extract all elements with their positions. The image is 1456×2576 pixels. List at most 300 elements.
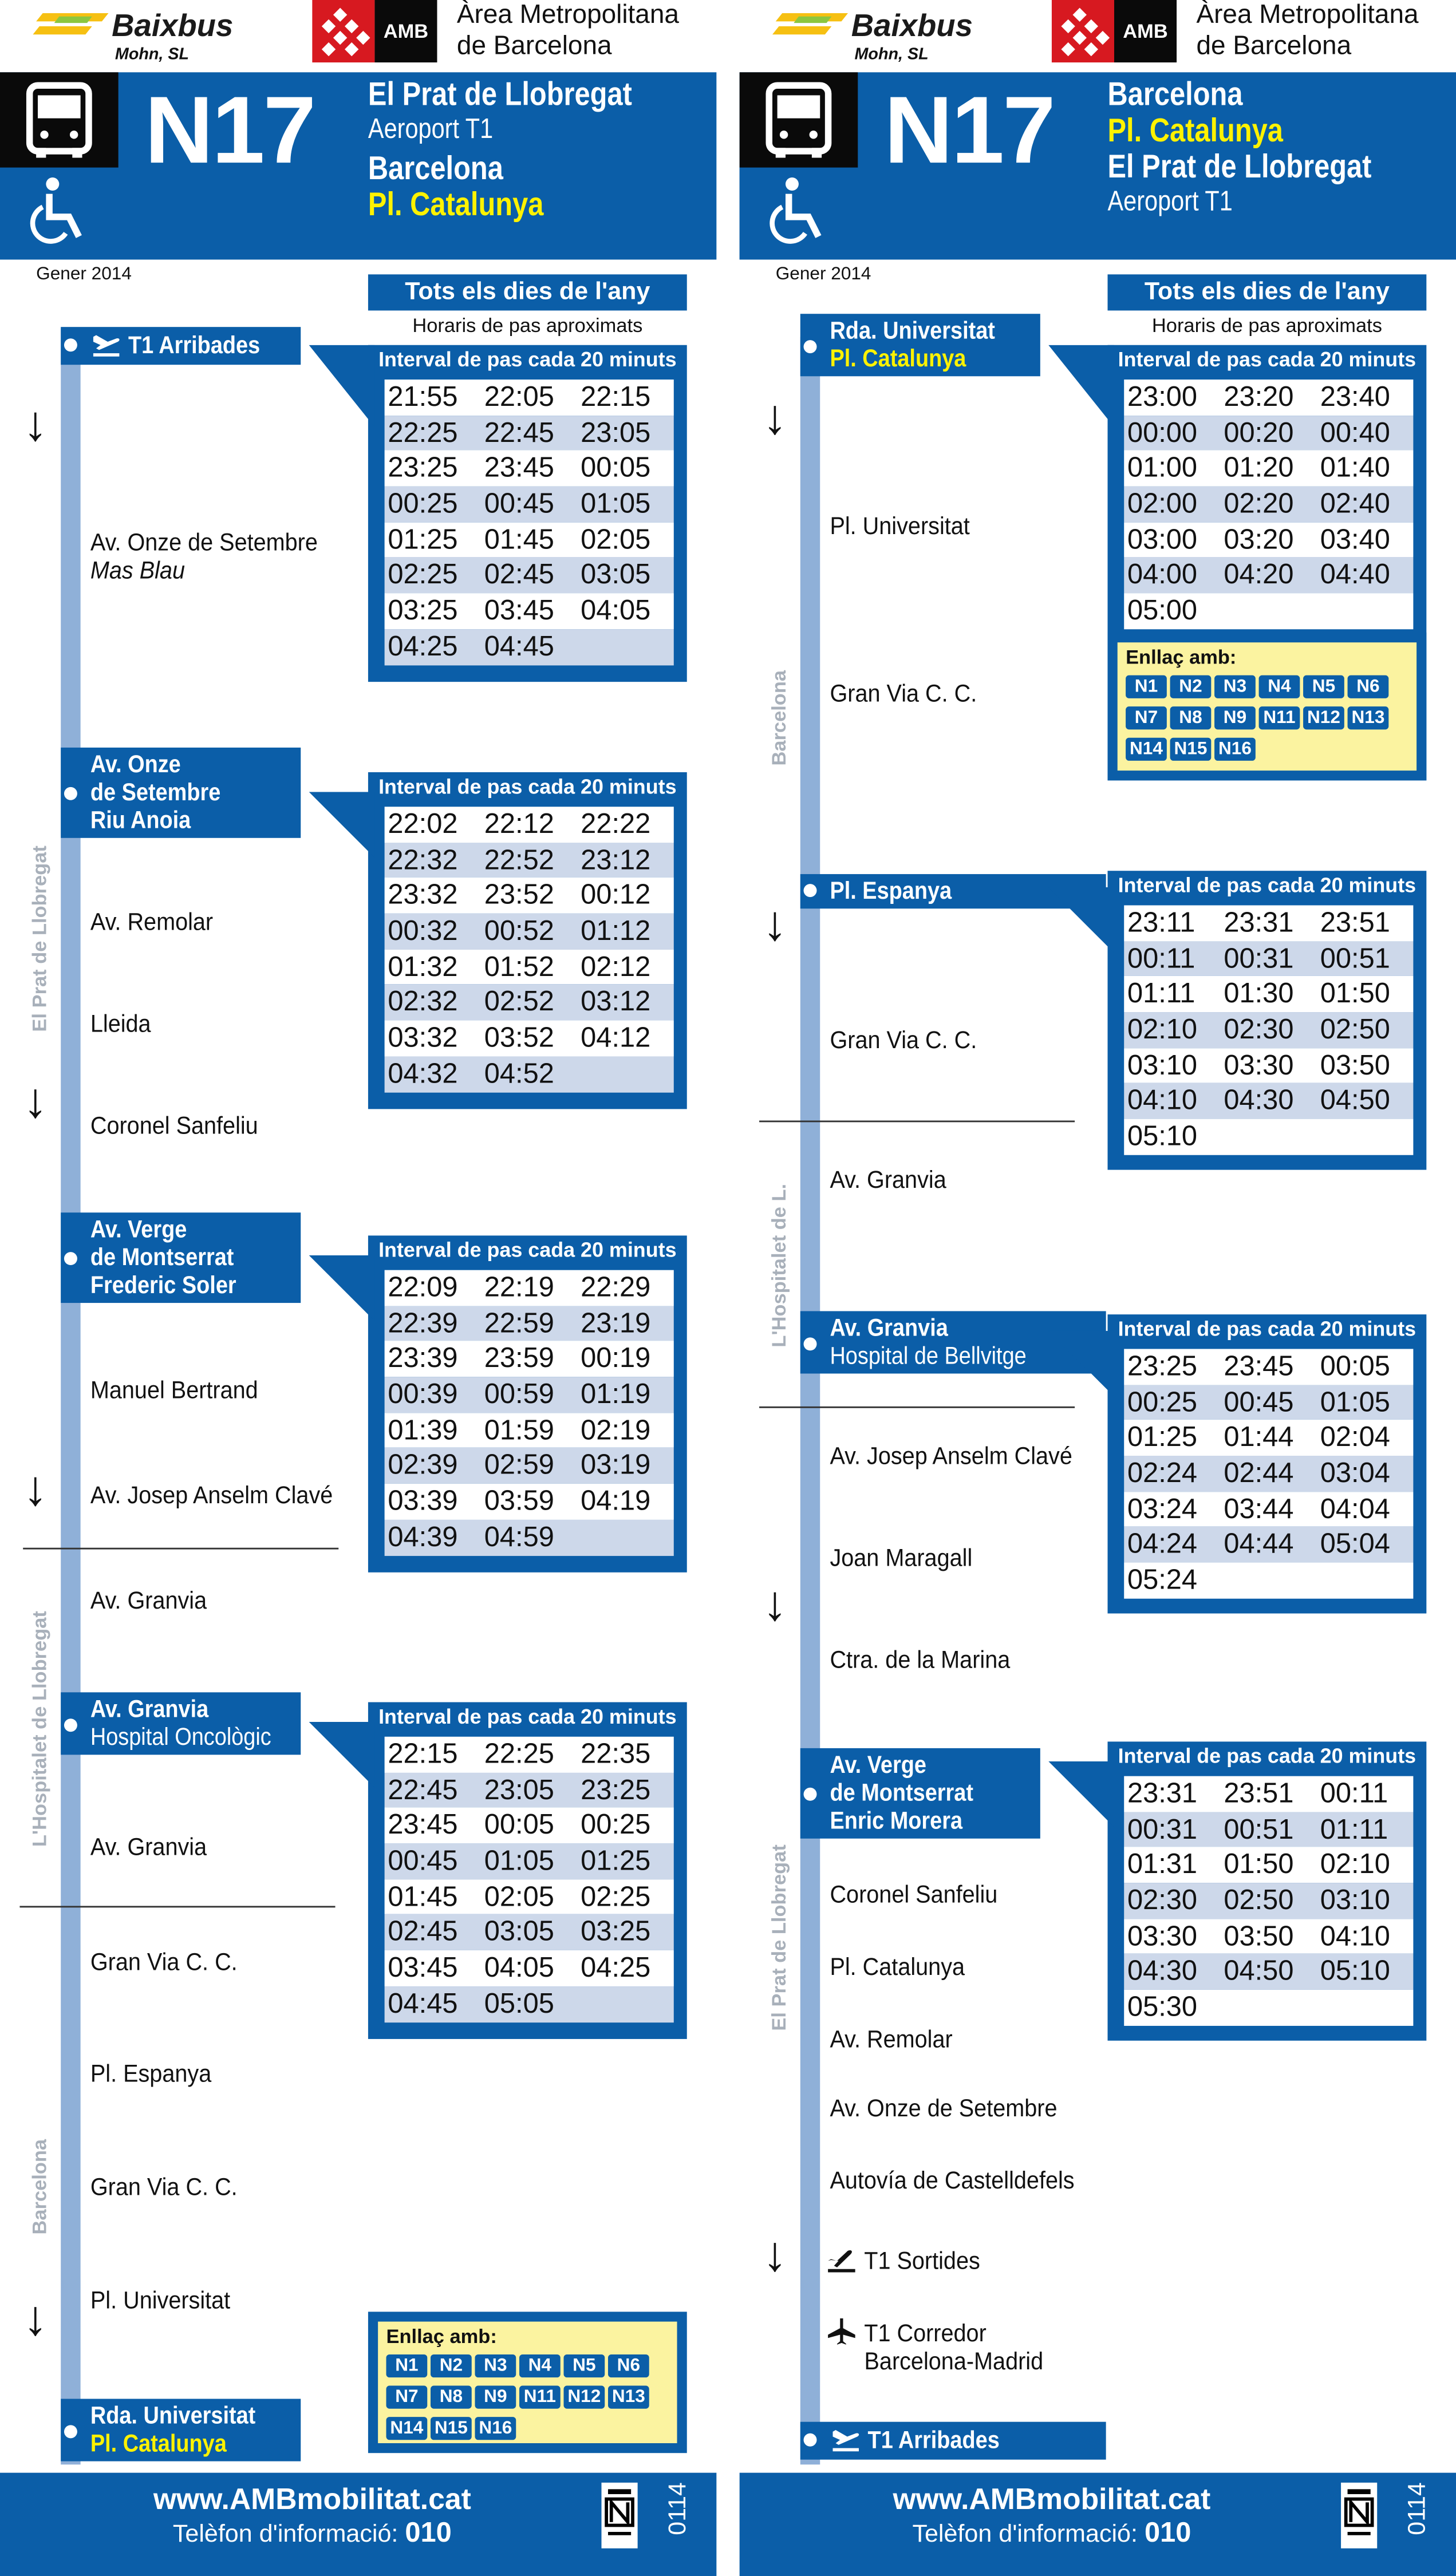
departure-time: 00:00 xyxy=(1127,417,1198,448)
time-row xyxy=(1124,522,1413,558)
panel-right xyxy=(740,0,1456,2576)
departure-time xyxy=(577,1986,673,2022)
departure-time: 03:12 xyxy=(581,986,651,1018)
direction-arrow-icon: ↓ xyxy=(762,897,787,951)
plane-departure-icon xyxy=(825,2246,858,2273)
departure-time: 04:30 xyxy=(1224,1085,1294,1117)
stop-coronel-sanfeliu: Coronel Sanfeliu xyxy=(90,1112,258,1140)
departure-time: 02:50 xyxy=(1224,1884,1294,1916)
direction-arrow-icon: ↓ xyxy=(762,1577,787,1632)
municipality-divider xyxy=(19,1906,335,1907)
dest-final-stop: Aeroport T1 xyxy=(1107,185,1233,217)
departure-time: 01:05 xyxy=(484,1845,554,1876)
municipality-label: El Prat de Llobregat xyxy=(767,1844,791,2031)
departure-time: 05:30 xyxy=(1127,1992,1198,2023)
timetable-pointer xyxy=(309,1255,375,1321)
days-banner: Tots els dies de l'any xyxy=(368,274,687,310)
route-header xyxy=(0,72,716,259)
wheelchair-icon xyxy=(0,168,119,260)
timetable-1 xyxy=(368,345,687,682)
departure-time: 00:05 xyxy=(484,1809,554,1841)
departure-time: 22:45 xyxy=(484,417,554,448)
time-row xyxy=(385,1270,674,1306)
departure-time: 23:05 xyxy=(484,1773,554,1805)
departure-time: 03:39 xyxy=(388,1485,458,1517)
departure-time: 02:45 xyxy=(388,1916,458,1948)
stop-dot xyxy=(64,787,77,800)
departure-time: 01:25 xyxy=(581,1845,651,1876)
departure-time xyxy=(1221,1990,1317,2025)
baixbus-name: Baixbus xyxy=(851,10,973,45)
stop-av-granvia: Av. Granvia xyxy=(830,1166,946,1195)
time-row xyxy=(385,1915,674,1950)
amb-emblem-icon xyxy=(1052,0,1114,62)
departure-time: 04:05 xyxy=(484,1952,554,1984)
stop-name-1: Av. Granvia xyxy=(90,1696,209,1724)
certification-icon xyxy=(1341,2483,1377,2549)
connection-line-badge: N9 xyxy=(1214,706,1256,729)
departure-time: 03:40 xyxy=(1320,523,1390,555)
stop-name: Pl. Espanya xyxy=(830,877,952,906)
stop-name-1: Av. Granvia xyxy=(830,1314,948,1342)
departure-time: 22:19 xyxy=(484,1271,554,1303)
departure-time: 02:50 xyxy=(1320,1014,1390,1045)
departure-time: 00:25 xyxy=(1127,1386,1198,1418)
departure-time: 03:45 xyxy=(388,1952,458,1984)
direction-arrow-icon: ↓ xyxy=(23,2291,48,2346)
timetable-pointer xyxy=(309,1722,375,1788)
departure-time: 23:51 xyxy=(1320,907,1390,938)
departure-time xyxy=(1221,594,1317,629)
time-row xyxy=(1124,1048,1413,1083)
departure-time: 23:25 xyxy=(581,1773,651,1805)
departure-time: 02:00 xyxy=(1127,488,1198,520)
direction-arrow-icon: ↓ xyxy=(762,391,787,445)
stop-name-2: Barcelona-Madrid xyxy=(864,2348,1044,2376)
direction-arrow-icon: ↓ xyxy=(23,1462,48,1517)
plane-icon xyxy=(825,2318,858,2345)
departure-time xyxy=(1317,1563,1413,1598)
departure-time: 02:20 xyxy=(1224,488,1294,520)
interval-header: Interval de pas cada 20 minuts xyxy=(378,348,677,372)
departure-time: 01:50 xyxy=(1224,1849,1294,1880)
departure-time: 04:20 xyxy=(1224,559,1294,591)
plane-arrival-icon xyxy=(830,2425,862,2451)
plane-arrival-icon xyxy=(90,330,123,357)
stop-pl-universitat: Pl. Universitat xyxy=(90,2287,231,2316)
departure-time: 01:25 xyxy=(388,523,458,555)
time-row xyxy=(385,558,674,593)
connection-line-badge: N7 xyxy=(1126,706,1167,729)
departure-time: 04:25 xyxy=(388,630,458,662)
stop-autovia-castelldefels: Autovía de Castelldefels xyxy=(830,2167,1075,2195)
connection-line-badge: N2 xyxy=(1170,675,1212,698)
departure-time: 03:52 xyxy=(484,1022,554,1054)
departure-time: 02:30 xyxy=(1127,1884,1198,1916)
departure-time: 01:32 xyxy=(388,951,458,982)
time-row xyxy=(1124,1385,1413,1420)
departure-time: 03:50 xyxy=(1320,1049,1390,1081)
departure-time: 01:52 xyxy=(484,951,554,982)
connection-line-badge: N6 xyxy=(608,2354,649,2377)
website-link[interactable]: www.AMBmobilitat.cat xyxy=(893,2482,1211,2516)
dest-final: Barcelona xyxy=(368,151,503,188)
departure-time: 23:25 xyxy=(388,452,458,484)
departure-time: 23:45 xyxy=(1224,1350,1294,1382)
connection-line-badge: N4 xyxy=(519,2354,561,2377)
departure-time: 22:05 xyxy=(484,381,554,413)
stop-gran-via-cc: Gran Via C. C. xyxy=(90,1949,238,1977)
doc-code: 0114 xyxy=(664,2482,692,2535)
stop-name-2: Pl. Catalunya xyxy=(830,345,966,373)
departure-time: 02:10 xyxy=(1127,1014,1198,1045)
municipality-label: El Prat de Llobregat xyxy=(27,846,51,1032)
time-row xyxy=(1124,1563,1413,1598)
departure-time: 02:39 xyxy=(388,1449,458,1481)
departure-time: 00:25 xyxy=(581,1809,651,1841)
time-row xyxy=(385,629,674,665)
departure-time: 04:40 xyxy=(1320,559,1390,591)
connection-line-badge: N9 xyxy=(475,2386,516,2409)
time-row xyxy=(385,807,674,842)
interval-header: Interval de pas cada 20 minuts xyxy=(378,775,677,799)
timetable-3 xyxy=(368,1235,687,1572)
departure-time: 00:19 xyxy=(581,1343,651,1374)
timetable-pointer xyxy=(1048,1761,1114,1827)
time-row xyxy=(1124,1527,1413,1563)
times-rows xyxy=(385,1270,674,1555)
connection-line-badge: N11 xyxy=(1259,706,1300,729)
route-line xyxy=(61,329,80,2464)
amb-line1: Àrea Metropolitana xyxy=(1196,1,1419,30)
stop-dot xyxy=(804,1788,817,1801)
amb-badge: AMB xyxy=(1114,0,1177,62)
municipality-label: L'Hospitalet de Llobregat xyxy=(27,1611,51,1847)
stop-granvia-oncologic xyxy=(61,1692,301,1755)
departure-time: 03:59 xyxy=(484,1485,554,1517)
stop-dot xyxy=(64,1718,77,1732)
time-row xyxy=(385,1484,674,1519)
phone-info xyxy=(740,2517,1364,2550)
departure-time: 04:45 xyxy=(484,630,554,662)
stop-name-2: Pl. Catalunya xyxy=(90,2430,227,2458)
bus-icon xyxy=(0,72,119,167)
departure-time: 01:45 xyxy=(388,1880,458,1913)
departure-time: 04:30 xyxy=(1127,1955,1198,1988)
departure-time xyxy=(1317,1119,1413,1155)
phone-number: 010 xyxy=(405,2517,452,2549)
timetable-pointer xyxy=(309,345,375,428)
stop-name-1: Av. Onze xyxy=(90,750,181,779)
departure-time: 03:45 xyxy=(484,595,554,626)
departure-time: 22:59 xyxy=(484,1307,554,1339)
departure-time: 04:24 xyxy=(1127,1528,1198,1560)
time-row xyxy=(385,1448,674,1484)
departure-time: 01:40 xyxy=(1320,452,1390,484)
departure-time: 00:59 xyxy=(484,1378,554,1410)
departure-time: 22:35 xyxy=(581,1738,651,1770)
departure-time: 00:20 xyxy=(1224,417,1294,448)
stop-dot xyxy=(804,884,817,897)
stop-name-3: Enric Morera xyxy=(830,1807,963,1836)
connection-line-badge: N14 xyxy=(386,2417,427,2440)
time-row xyxy=(385,949,674,985)
stop-verge-frederic-soler xyxy=(61,1212,301,1303)
time-row xyxy=(1124,1349,1413,1384)
departure-time: 01:31 xyxy=(1127,1849,1198,1880)
stop-name-1: Rda. Universitat xyxy=(830,317,995,345)
departure-time: 00:52 xyxy=(484,915,554,947)
stop-onze-setembre: Av. Onze de Setembre xyxy=(830,2095,1058,2123)
stop-gran-via-cc-2: Gran Via C. C. xyxy=(830,1026,977,1055)
departure-time: 04:19 xyxy=(581,1485,651,1517)
departure-time: 04:45 xyxy=(388,1988,458,2019)
date-label: Gener 2014 xyxy=(775,264,871,285)
connection-line-badge: N4 xyxy=(1259,675,1300,698)
stop-dot xyxy=(804,1337,817,1350)
baixbus-logo xyxy=(33,0,312,66)
departure-time: 02:59 xyxy=(484,1449,554,1481)
stop-name-1: Rda. Universitat xyxy=(90,2402,256,2431)
departure-time: 00:11 xyxy=(1127,942,1195,974)
stop-name: T1 Arribades xyxy=(867,2427,1000,2455)
departure-time: 04:00 xyxy=(1127,559,1198,591)
time-row xyxy=(385,487,674,522)
time-row xyxy=(385,1808,674,1843)
time-row xyxy=(385,380,674,415)
municipality-label: Barcelona xyxy=(767,670,791,766)
departure-time: 00:25 xyxy=(388,488,458,520)
departure-time: 23:20 xyxy=(1224,381,1294,413)
departure-time: 01:19 xyxy=(581,1378,651,1410)
timetable-pointer xyxy=(309,792,375,858)
stop-joan-maragall: Joan Maragall xyxy=(830,1544,973,1573)
departure-time: 00:39 xyxy=(388,1378,458,1410)
departure-time: 23:31 xyxy=(1127,1777,1198,1809)
time-row xyxy=(385,1413,674,1448)
stop-name: T1 Arribades xyxy=(128,331,261,360)
departure-time: 01:11 xyxy=(1320,1813,1388,1845)
time-row xyxy=(385,1341,674,1377)
baixbus-logo xyxy=(772,0,1052,66)
departure-time: 22:09 xyxy=(388,1271,458,1303)
departure-time: 23:00 xyxy=(1127,381,1198,413)
connection-chips xyxy=(1126,670,1422,764)
departure-time: 03:04 xyxy=(1320,1457,1390,1489)
stop-dot xyxy=(64,2425,77,2438)
departure-time: 01:12 xyxy=(581,915,651,947)
stop-name-2: de Montserrat xyxy=(90,1243,234,1272)
connections-box xyxy=(368,2312,687,2453)
times-rows xyxy=(385,1737,674,2022)
departure-time: 02:32 xyxy=(388,986,458,1018)
departure-time: 01:50 xyxy=(1320,978,1390,1010)
panel-left xyxy=(0,0,716,2576)
departure-time: 02:05 xyxy=(484,1880,554,1913)
times-rows xyxy=(385,380,674,665)
dest-origin-stop: Pl. Catalunya xyxy=(1107,113,1283,150)
departure-time: 05:05 xyxy=(484,1988,554,2019)
connection-line-badge: N1 xyxy=(1126,675,1167,698)
doc-code: 0114 xyxy=(1403,2482,1431,2535)
amb-logo xyxy=(1052,0,1446,66)
stop-remolar: Av. Remolar xyxy=(830,2025,953,2054)
departure-time xyxy=(1317,594,1413,629)
amb-badge: AMB xyxy=(374,0,437,62)
connection-line-badge: N12 xyxy=(1303,706,1344,729)
time-row xyxy=(385,451,674,487)
connection-line-badge: N2 xyxy=(431,2354,472,2377)
departure-time: 02:25 xyxy=(581,1880,651,1913)
times-rows xyxy=(385,807,674,1092)
stop-onze-setembre xyxy=(90,529,318,585)
departure-time: 04:44 xyxy=(1224,1528,1294,1560)
departure-time: 04:52 xyxy=(484,1057,554,1089)
departure-time: 03:10 xyxy=(1127,1049,1198,1081)
phone-label: Telèfon d'informació: xyxy=(912,2520,1138,2549)
stop-pl-catalunya: Pl. Catalunya xyxy=(830,1953,965,1982)
time-row xyxy=(1124,1954,1413,1990)
connections-box xyxy=(1108,633,1427,780)
stop-dot xyxy=(804,340,817,353)
days-banner: Tots els dies de l'any xyxy=(1108,274,1427,310)
connection-line-badge: N3 xyxy=(1214,675,1256,698)
time-row xyxy=(385,878,674,914)
departure-time: 03:44 xyxy=(1224,1493,1294,1524)
baixbus-name: Baixbus xyxy=(112,10,234,45)
departure-time: 23:40 xyxy=(1320,381,1390,413)
municipality-label: L'Hospitalet de L. xyxy=(767,1183,791,1348)
departure-time: 04:59 xyxy=(484,1521,554,1552)
website-link[interactable]: www.AMBmobilitat.cat xyxy=(153,2482,471,2516)
departure-time: 01:44 xyxy=(1224,1421,1294,1453)
direction-arrow-icon: ↓ xyxy=(23,397,48,452)
baixbus-sub: Mohn, SL xyxy=(115,46,190,64)
time-row xyxy=(1124,941,1413,977)
line-number: N17 xyxy=(884,77,1054,184)
stop-t1-arribades xyxy=(61,327,301,365)
departure-time: 03:50 xyxy=(1224,1920,1294,1952)
stop-remolar: Av. Remolar xyxy=(90,908,214,937)
departure-time: 22:15 xyxy=(388,1738,458,1770)
departure-time: 01:45 xyxy=(484,523,554,555)
stop-ctra-marina: Ctra. de la Marina xyxy=(830,1646,1011,1674)
stop-t1-sortides xyxy=(825,2246,980,2276)
timetable-4 xyxy=(1108,1741,1427,2040)
interval-header: Interval de pas cada 20 minuts xyxy=(378,1239,677,1262)
departure-time: 02:52 xyxy=(484,986,554,1018)
departure-time: 04:10 xyxy=(1127,1085,1198,1117)
departure-time: 04:05 xyxy=(581,595,651,626)
connection-line-badge: N3 xyxy=(475,2354,516,2377)
connection-line-badge: N8 xyxy=(1170,706,1212,729)
timetable-3 xyxy=(1108,1314,1427,1613)
time-row xyxy=(1124,1119,1413,1155)
connection-line-badge: N13 xyxy=(608,2386,649,2409)
departure-time: 23:45 xyxy=(388,1809,458,1841)
connection-line-badge: N6 xyxy=(1348,675,1389,698)
stop-av-granvia: Av. Granvia xyxy=(90,1587,207,1615)
stop-onze-riu-anoia xyxy=(61,748,301,838)
time-row xyxy=(385,1950,674,1986)
time-row xyxy=(385,985,674,1021)
time-row xyxy=(385,1519,674,1555)
connection-chips xyxy=(386,2349,682,2443)
stop-av-granvia-2: Av. Granvia xyxy=(90,1834,207,1862)
departure-time: 03:30 xyxy=(1127,1920,1198,1952)
time-row xyxy=(1124,415,1413,451)
footer xyxy=(740,2473,1456,2576)
time-row xyxy=(1124,1491,1413,1527)
stop-anselm-clave: Av. Josep Anselm Clavé xyxy=(830,1443,1072,1471)
time-row xyxy=(385,1306,674,1341)
line-number: N17 xyxy=(144,77,315,184)
time-row xyxy=(385,843,674,878)
amb-name xyxy=(1197,0,1419,62)
time-row xyxy=(385,522,674,558)
stop-anselm-clave: Av. Josep Anselm Clavé xyxy=(90,1481,333,1510)
departure-time xyxy=(577,629,673,665)
time-row xyxy=(385,1879,674,1915)
time-row xyxy=(385,1021,674,1056)
departure-time: 04:39 xyxy=(388,1521,458,1552)
phone-label: Telèfon d'informació: xyxy=(172,2520,398,2549)
connection-line-badge: N8 xyxy=(431,2386,472,2409)
departure-time: 00:51 xyxy=(1320,942,1390,974)
departure-time: 00:31 xyxy=(1224,942,1294,974)
time-row xyxy=(1124,1990,1413,2025)
connections-label: Enllaç amb: xyxy=(386,2325,497,2348)
departure-time: 00:51 xyxy=(1224,1813,1294,1845)
timetable-2 xyxy=(1108,871,1427,1170)
departure-time: 04:12 xyxy=(581,1022,651,1054)
departure-time: 01:20 xyxy=(1224,452,1294,484)
dest-final: El Prat de Llobregat xyxy=(1107,149,1372,186)
stop-name-2: de Setembre xyxy=(90,779,221,807)
route-line xyxy=(800,337,820,2464)
dest-origin: El Prat de Llobregat xyxy=(368,77,632,114)
departure-time: 02:04 xyxy=(1320,1421,1390,1453)
time-row xyxy=(1124,1420,1413,1456)
connection-line-badge: N13 xyxy=(1348,706,1389,729)
departure-time: 04:50 xyxy=(1320,1085,1390,1117)
departure-time: 22:15 xyxy=(581,381,651,413)
baixbus-sub: Mohn, SL xyxy=(854,46,929,64)
municipality-divider xyxy=(23,1548,338,1550)
departure-time: 23:59 xyxy=(484,1343,554,1374)
departure-time: 02:19 xyxy=(581,1414,651,1446)
departure-time: 03:00 xyxy=(1127,523,1198,555)
wheelchair-icon xyxy=(740,168,858,260)
connection-line-badge: N14 xyxy=(1126,738,1167,761)
departure-time: 03:30 xyxy=(1224,1049,1294,1081)
stop-name-2: Hospital de Bellvitge xyxy=(830,1342,1027,1370)
phone-info xyxy=(0,2517,625,2550)
departure-time: 22:45 xyxy=(388,1773,458,1805)
stop-name: T1 Sortides xyxy=(864,2247,980,2276)
stop-lleida: Lleida xyxy=(90,1010,151,1038)
departure-time: 04:25 xyxy=(581,1952,651,1984)
departure-time xyxy=(1221,1563,1317,1598)
departure-time: 22:25 xyxy=(484,1738,554,1770)
time-row xyxy=(1124,977,1413,1012)
departure-time: 03:05 xyxy=(484,1916,554,1948)
departure-time: 00:05 xyxy=(1320,1350,1390,1382)
times-rows xyxy=(1124,1349,1413,1598)
interval-header: Interval de pas cada 20 minuts xyxy=(1118,874,1416,898)
connection-line-badge: N15 xyxy=(431,2417,472,2440)
departure-time: 21:55 xyxy=(388,381,458,413)
